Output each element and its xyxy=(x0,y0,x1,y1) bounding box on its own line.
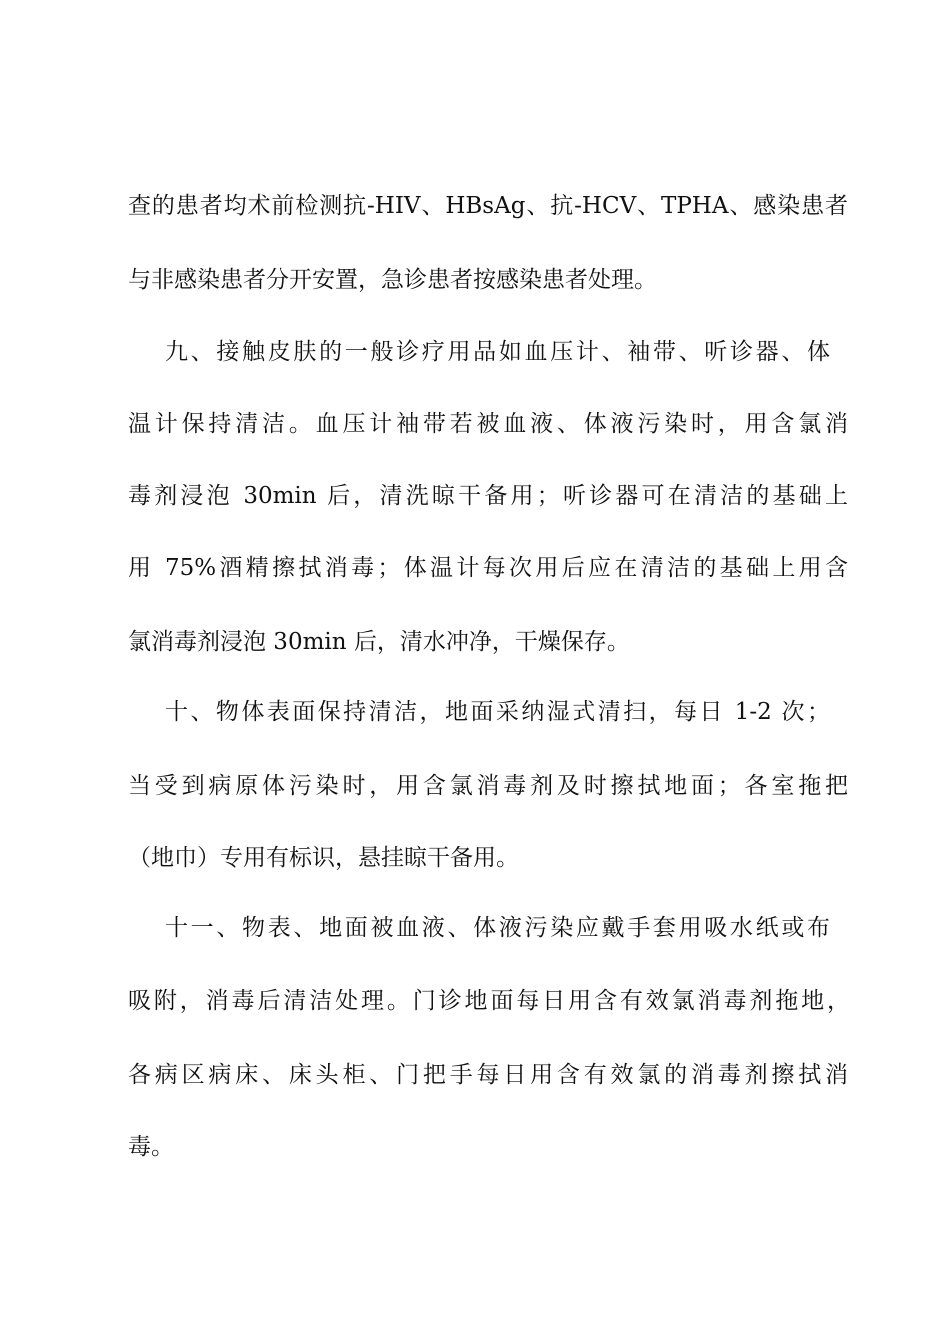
text-line-2: 与非感染患者分开安置，急诊患者按感染患者处理。 xyxy=(128,267,657,293)
text-line-11: 十一、物表、地面被血液、体液污染应戴手套用吸水纸或布 xyxy=(165,915,830,941)
text-line-6: 用 75%酒精擦拭消毒；体温计每次用后应在清洁的基础上用含 xyxy=(128,555,848,581)
text-line-10: （地巾）专用有标识，悬挂晾干备用。 xyxy=(128,845,519,871)
text-line-8: 十、物体表面保持清洁，地面采纳湿式清扫，每日 1-2 次； xyxy=(165,699,830,725)
text-line-5: 毒剂浸泡 30min 后，清洗晾干备用；听诊器可在清洁的基础上 xyxy=(128,483,848,509)
text-line-12: 吸附，消毒后清洁处理。门诊地面每日用含有效氯消毒剂拖地， xyxy=(128,988,850,1014)
text-line-4: 温计保持清洁。血压计袖带若被血液、体液污染时，用含氯消 xyxy=(128,411,848,437)
text-line-14: 毒。 xyxy=(128,1134,174,1160)
text-line-7: 氯消毒剂浸泡 30min 后，清水冲净，干燥保存。 xyxy=(128,629,630,655)
text-line-1: 查的患者均术前检测抗-HIV、HBsAg、抗-HCV、TPHA、感染患者 xyxy=(128,193,848,219)
text-line-3: 九、接触皮肤的一般诊疗用品如血压计、袖带、听诊器、体 xyxy=(165,339,830,365)
text-line-13: 各病区病床、床头柜、门把手每日用含有效氯的消毒剂擦拭消 xyxy=(128,1062,848,1088)
text-line-9: 当受到病原体污染时，用含氯消毒剂及时擦拭地面；各室拖把 xyxy=(128,773,848,799)
